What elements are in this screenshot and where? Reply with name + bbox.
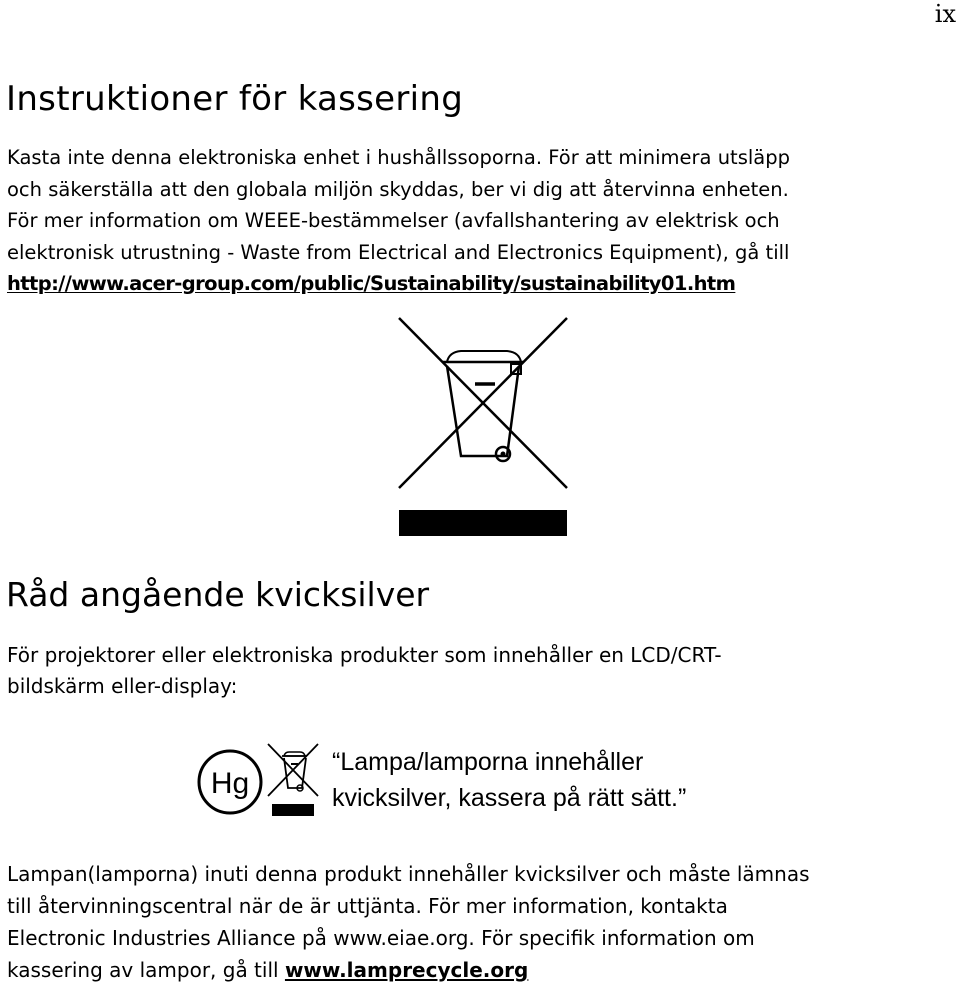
disposal-line: För mer information om WEEE-bestämmelser (avfallshantering av elektrisk och [7,209,780,232]
weee-info-link[interactable]: http://www.acer-group.com/public/Sustainability/sustainability01.htm [7,272,736,295]
mercury-body-line: till återvinningscentral när de är uttjänta. För mer information, kontakta [7,894,728,918]
mercury-warning-row [196,742,776,820]
crossed-out-wheelie-bin-icon [395,316,571,538]
mercury-hg-icon [196,748,264,816]
mercury-body-last-line [7,954,810,986]
mercury-warning-text [332,744,686,816]
mercury-intro [7,640,722,702]
small-crossed-out-bin-icon [266,742,322,820]
mercury-body [7,858,810,986]
mercury-body-last-prefix: kassering av lampor, gå till [7,958,285,982]
mercury-heading: Råd angående kvicksilver [6,575,430,614]
mercury-warning-line: “Lampa/lamporna innehåller [332,748,644,776]
page-number: ix [934,0,956,28]
hg-label: Hg [210,767,250,800]
mercury-intro-line: För projektorer eller elektroniska produkter som innehåller en LCD/CRT- [7,643,722,667]
lamprecycle-link[interactable]: www.lamprecycle.org [284,958,529,982]
mercury-body-line: Electronic Industries Alliance på www.eiae.org. För specifik information om [7,926,755,950]
disposal-paragraph [7,142,790,300]
disposal-line: elektronisk utrustning - Waste from Electrical and Electronics Equipment), gå till [7,240,790,264]
disposal-line: och säkerställa att den globala miljön skyddas, ber vi dig att återvinna enheten. [7,177,789,201]
disposal-heading: Instruktioner för kassering [6,79,464,119]
disposal-line: Kasta inte denna elektroniska enhet i hushållssoporna. För att minimera utsläpp [7,146,790,169]
mercury-body-line: Lampan(lamporna) inuti denna produkt innehåller kvicksilver och måste lämnas [7,862,810,886]
mercury-warning-line: kvicksilver, kassera på rätt sätt.” [332,784,687,812]
mercury-intro-line: bildskärm eller-display: [7,674,238,698]
